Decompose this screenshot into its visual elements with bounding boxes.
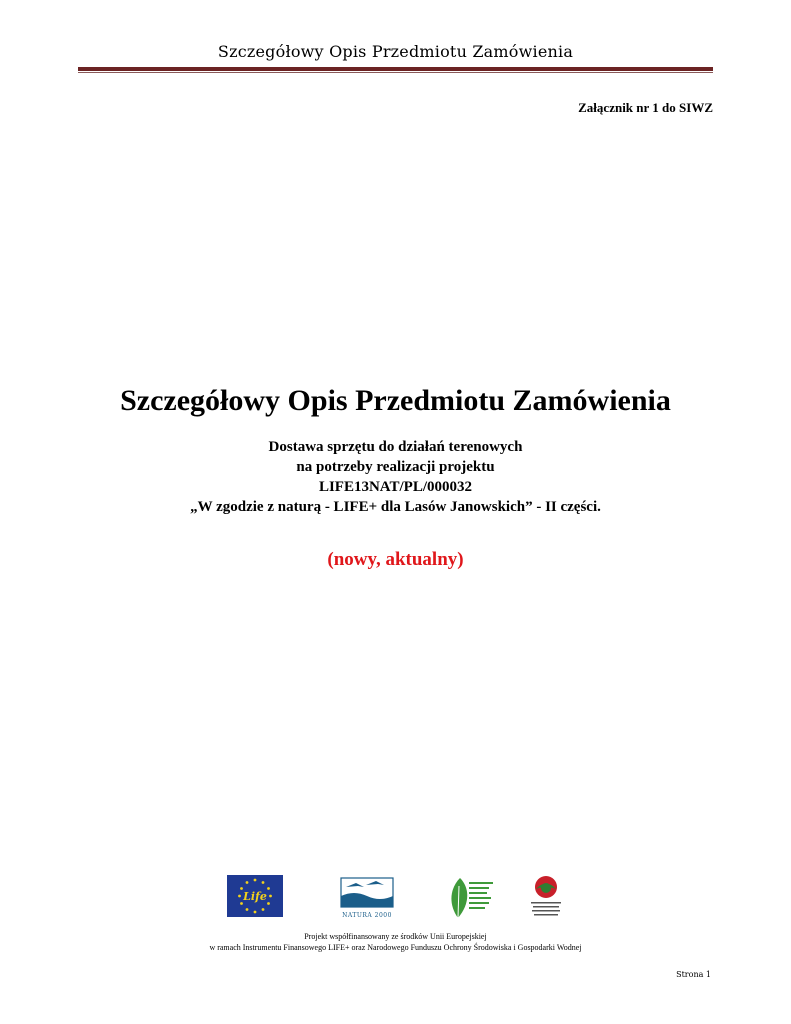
svg-text:Life: Life xyxy=(243,890,267,903)
subtitle-line-2: na potrzeby realizacji projektu xyxy=(296,459,495,475)
subtitle-line-1: Dostawa sprzętu do działań terenowych xyxy=(268,439,523,455)
footer-instrument: w ramach Instrumentu Finansowego LIFE+ oraz Narodowego Funduszu Ochrony Środowiska i Gospodarki Wodnej xyxy=(209,943,582,952)
natura-2000-logo xyxy=(336,874,398,920)
running-header: Szczegółowy Opis Przedmiotu Zamówienia xyxy=(217,42,574,61)
page-number: Strona 1 xyxy=(676,970,711,979)
subtitle-line-4: „W zgodzie z naturą - LIFE+ dla Lasów Janowskich” - II części. xyxy=(190,499,601,515)
rdos-leaf-logo xyxy=(446,874,496,920)
subtitle-line-3: LIFE13NAT/PL/000032 xyxy=(318,479,473,495)
version-note: (nowy, aktualny) xyxy=(327,549,464,570)
nfosigw-logo xyxy=(523,874,569,920)
header-rule-thick xyxy=(78,67,713,71)
header-rule-thin xyxy=(78,72,713,73)
footer-cofinancing: Projekt współfinansowany ze środków Unii Europejskiej xyxy=(304,932,487,941)
svg-text:NATURA 2000: NATURA 2000 xyxy=(342,912,392,919)
document-title: Szczegółowy Opis Przedmiotu Zamówienia xyxy=(120,384,671,417)
eu-life-logo xyxy=(227,875,283,917)
annex-label: Załącznik nr 1 do SIWZ xyxy=(578,100,713,115)
sponsor-logos xyxy=(0,872,791,922)
